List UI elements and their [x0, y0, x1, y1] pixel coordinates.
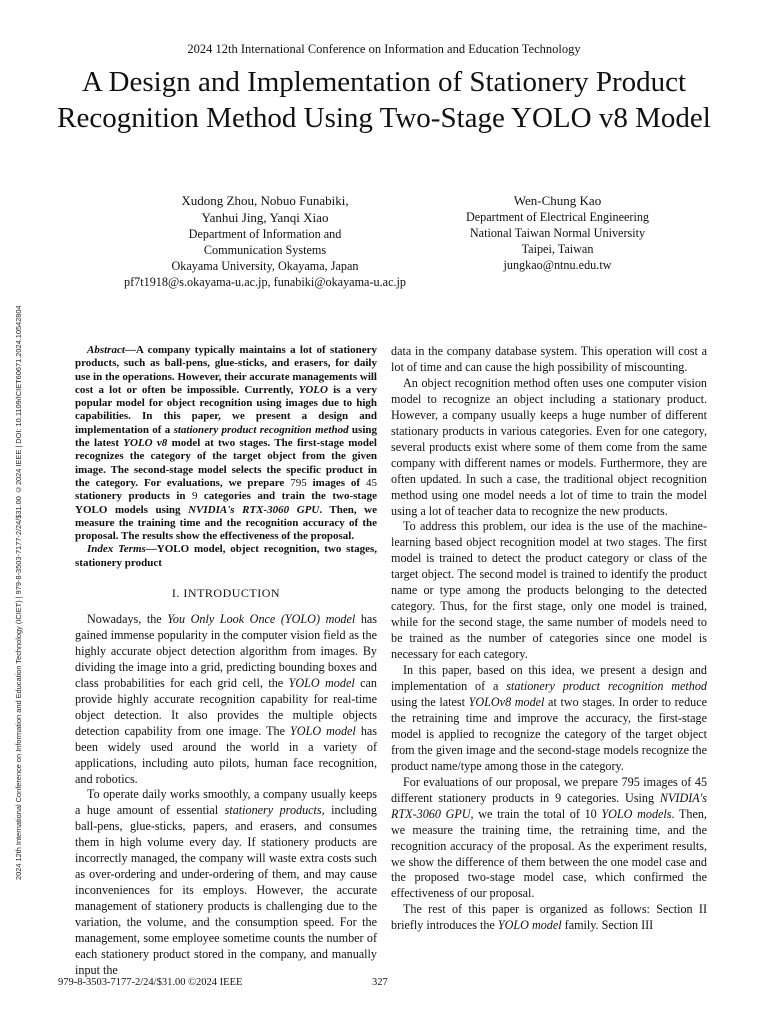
index-terms-text: —YOLO model, object recognition, two stages, stationery product [75, 543, 377, 569]
author-university: National Taiwan Normal University [469, 226, 646, 240]
text-run: The rest of this paper is organized as follows: Section II briefly introduces the [391, 902, 707, 933]
text-run: . Then, we measure the training time, the retraining time, and the recognition accuracy of the proposal. As the experiment results, we show the difference of them between the one model case and the proposed two-stage model case, which confirmed the effectiveness of our proposal. [391, 806, 707, 901]
abstract-number: 9 [191, 490, 198, 503]
right-paragraph-5 [391, 902, 707, 934]
abstract-em: YOLO [298, 383, 328, 396]
text-run: at two stages. In order to reduce the retraining time and improve the accuracy, the first-stage model is applied to recognize the category of the target object from the given image and the second-stage models recognize the product name/type among those in the category. [391, 694, 707, 773]
text-run: In this paper, based on this idea, we present a design and implementation of a [391, 663, 707, 694]
em-run: YOLOv8 model [468, 694, 545, 709]
em-run: YOLO models [601, 806, 672, 821]
text-run: has gained immense popularity in the computer vision field as the highly accurate object detection algorithm from images. By dividing the image into a grid, predicting bounding boxes and class probabilities for each grid cell, the [75, 612, 378, 690]
page-number: 327 [372, 977, 388, 988]
author-names-line2: Yanhui Jing, Yanqi Xiao [201, 210, 329, 225]
right-paragraph-2: To address this problem, our idea is the use of the machine-learning based object recognition model at two stages. The first model is trained to detect the product category or class of the target object. The second model is trained to identify the product name or type among the products belonging to the detected category. Thus, for the first stage, only one model is trained, while for the second stage, the same number of models need to be trained as the number of categories since one model is necessary for each category. [391, 519, 707, 662]
text-run: has been widely used around the world in a variety of applications, including auto pilots, human face recognition, and robotics. [75, 723, 378, 786]
author-emails: pf7t1918@s.okayama-u.ac.jp, funabiki@okayama-u.ac.jp [123, 275, 407, 289]
number-run: 45 [694, 774, 708, 789]
footer-isbn: 979-8-3503-7177-2/24/$31.00 ©2024 IEEE [58, 977, 243, 988]
abstract-number: 795 [290, 476, 307, 489]
text-run: , including ball-pens, glue-sticks, papers, and erasers, and consumes them in high volume every day. If stationery products are incorrectly managed, the company will waste extra costs such as over-ordering and under-ordering of them, and may cause inconveniences for its employs. However, the accurate management of stationery products is challenging due to the variation, the volume, and the consumption speed. For the management, some employee sometime counts the number of each stationery product stored in the company, and manually input the [75, 803, 378, 977]
author-university: Okayama University, Okayama, Japan [171, 259, 359, 273]
paper-title: A Design and Implementation of Stationery Product Recognition Method Using Two-Stage YOLO v8 Model [57, 66, 711, 134]
number-run: 9 [555, 790, 562, 805]
text-run: For evaluations of our proposal, we prepare [403, 774, 622, 789]
section-heading-introduction: I. INTRODUCTION [171, 586, 281, 601]
author-block-right [430, 192, 685, 273]
abstract-text: stationery products in [75, 490, 192, 503]
text-run: To operate daily works smoothly, a company usually keeps a huge amount of essential [75, 787, 377, 818]
abstract [75, 344, 377, 543]
text-run: using the latest [391, 694, 469, 709]
abstract-number: 45 [366, 476, 378, 489]
abstract-text: model at two stages. The first-stage model recognizes the category of the target object from the given image. The second-stage model selects the specific product in the category. For evaluations, we prepare [75, 437, 377, 489]
em-run: NVIDIA's RTX-3060 GPU [391, 790, 708, 821]
intro-paragraph-2 [75, 787, 377, 978]
author-city: Taipei, Taiwan [521, 242, 594, 256]
em-run: You Only Look Once (YOLO) model [167, 612, 356, 626]
text-run: Nowadays, the [87, 612, 168, 626]
text-run: , we train the total of [470, 806, 585, 821]
conference-header: 2024 12th International Conference on Information and Education Technology [187, 42, 581, 56]
index-terms [75, 543, 377, 570]
number-run: 795 [621, 774, 640, 789]
abstract-lead: Abstract [87, 344, 125, 356]
doi-sidebar: 2024 12th International Conference on Information and Education Technology (ICIET) | 979-8-3503-7177-2/24/$31.00 ©2024 IEEE | DOI: 10.1109/ICIET60671.2024.10542804 [14, 305, 23, 881]
text-run: different stationery products in [391, 790, 556, 805]
abstract-em: YOLO v8 [123, 437, 168, 450]
text-run: can provide highly accurate recognition capability for real-time object detection. It also provides the multiple objects detection capability from one image. The [75, 675, 377, 738]
right-paragraph-1: An object recognition method often uses one computer vision model to recognize an object including a stationary product. However, a company usually keeps a huge number of different stationary products in various categories. Even for one category, several products exist where some of them come from the same company with different names or models. Furthermore, they are often updated. In such a case, the traditional object recognition method using one model needs a lot of time to train the model using a lot of teacher data to recognize the new products. [391, 375, 707, 518]
em-run: stationery product recognition method [506, 679, 707, 694]
abstract-text: categories and train the two-stage YOLO models using [75, 490, 377, 516]
author-block-left [100, 192, 430, 290]
abstract-text: . Then, we measure the training time and the recognition accuracy of the proposal. The results show the effectiveness of the proposal. [75, 503, 377, 543]
abstract-text: images of [306, 476, 367, 489]
text-run: categories. Using [561, 790, 660, 805]
abstract-em: stationery product recognition method [173, 423, 349, 436]
em-run: YOLO model [497, 918, 562, 933]
em-run: YOLO model [288, 675, 355, 690]
abstract-em: NVIDIA's RTX-3060 GPU [188, 503, 320, 516]
author-email: jungkao@ntnu.edu.tw [503, 258, 612, 272]
author-dept-line1: Department of Information and [188, 227, 342, 241]
number-run: 10 [584, 806, 597, 821]
author-names-line1: Xudong Zhou, Nobuo Funabiki, [181, 193, 349, 208]
em-run: stationery products [224, 803, 322, 818]
intro-paragraph-1 [75, 612, 377, 787]
right-paragraph-continued: data in the company database system. This operation will cost a lot of time and can cause the high possibility of miscounting. [391, 344, 707, 374]
abstract-text: —A company typically maintains a lot of stationery products, such as ball-pens, glue-sticks, and erasers, for daily use in the operations. However, their accurate managements will cost a lot or often be impossible. Currently, [75, 344, 377, 396]
right-paragraph-4 [391, 775, 707, 903]
abstract-text: using the latest [75, 423, 377, 450]
right-column [391, 344, 707, 934]
em-run: YOLO model [290, 723, 356, 738]
index-terms-lead: Index Terms [87, 543, 146, 556]
right-paragraph-3 [391, 663, 707, 775]
author-dept-line2: Communication Systems [203, 243, 327, 257]
text-run: images of [639, 774, 695, 789]
author-name: Wen-Chung Kao [513, 193, 602, 208]
text-run: family. Section III [561, 918, 654, 933]
left-column [75, 344, 377, 979]
abstract-text: is a very popular model for object recognition using images due to high capabilities. In this paper, we present a design and implementation of a [75, 383, 378, 436]
author-dept: Department of Electrical Engineering [465, 210, 650, 224]
